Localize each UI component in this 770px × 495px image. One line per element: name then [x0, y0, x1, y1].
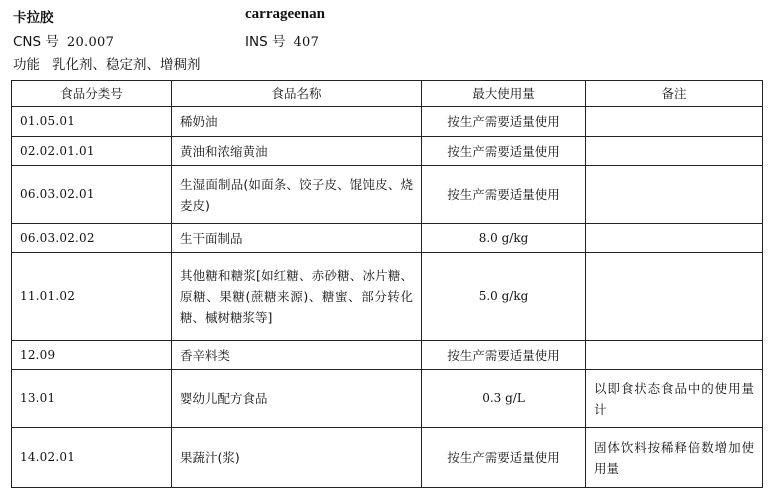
cell-amount: 按生产需要适量使用 [422, 137, 586, 166]
cell-amount: 按生产需要适量使用 [422, 166, 586, 224]
cell-name: 果蔬汁(浆) [172, 428, 422, 488]
cell-name: 香辛料类 [172, 341, 422, 370]
table-row [12, 370, 763, 428]
header-max-usage: 最大使用量 [422, 81, 586, 107]
cell-note: 固体饮料按稀释倍数增加使用量 [586, 428, 763, 488]
cell-note [586, 341, 763, 370]
cell-name: 生湿面制品(如面条、饺子皮、馄饨皮、烧麦皮) [172, 166, 422, 224]
cell-amount: 5.0 g/kg [422, 253, 586, 341]
cell-note [586, 107, 763, 137]
cell-note [586, 137, 763, 166]
table-header-row [12, 81, 763, 107]
cell-note [586, 224, 763, 253]
cell-code: 02.02.01.01 [12, 137, 172, 166]
cell-note: 以即食状态食品中的使用量计 [586, 370, 763, 428]
cell-code: 14.02.01 [12, 428, 172, 488]
ins-label: INS 号 [245, 34, 286, 50]
table-row [12, 341, 763, 370]
table-row [12, 107, 763, 137]
cell-amount: 8.0 g/kg [422, 224, 586, 253]
cell-code: 13.01 [12, 370, 172, 428]
function-label: 功能 [13, 57, 40, 73]
table-row [12, 253, 763, 341]
ins-group [245, 30, 319, 50]
cell-code: 12.09 [12, 341, 172, 370]
additive-title-line [13, 6, 325, 26]
table-row [12, 166, 763, 224]
cell-note [586, 253, 763, 341]
cell-amount: 按生产需要适量使用 [422, 428, 586, 488]
table-row [12, 137, 763, 166]
cell-name: 婴幼儿配方食品 [172, 370, 422, 428]
function-value: 乳化剂、稳定剂、增稠剂 [52, 57, 201, 73]
header-food-category: 食品分类号 [12, 81, 172, 107]
cell-name: 黄油和浓缩黄油 [172, 137, 422, 166]
function-line [13, 53, 201, 73]
usage-table [11, 80, 763, 488]
code-line [13, 30, 320, 50]
cell-code: 06.03.02.01 [12, 166, 172, 224]
cell-note [586, 166, 763, 224]
table-row [12, 428, 763, 488]
additive-name-en: carrageenan [245, 6, 325, 22]
cns-label: CNS 号 [13, 34, 59, 50]
header-food-name: 食品名称 [172, 81, 422, 107]
cell-code: 01.05.01 [12, 107, 172, 137]
cell-name: 生干面制品 [172, 224, 422, 253]
cell-name: 稀奶油 [172, 107, 422, 137]
cell-amount: 按生产需要适量使用 [422, 107, 586, 137]
cell-amount: 0.3 g/L [422, 370, 586, 428]
table-row [12, 224, 763, 253]
ins-value: 407 [293, 35, 320, 50]
additive-name-zh: 卡拉胶 [13, 10, 54, 26]
cns-value: 20.007 [66, 35, 115, 50]
header-remarks: 备注 [586, 81, 763, 107]
cell-name: 其他糖和糖浆[如红糖、赤砂糖、冰片糖、原糖、果糖(蔗糖来源)、糖蜜、部分转化糖、槭树糖浆等] [172, 253, 422, 341]
cell-code: 11.01.02 [12, 253, 172, 341]
cell-amount: 按生产需要适量使用 [422, 341, 586, 370]
cell-code: 06.03.02.02 [12, 224, 172, 253]
